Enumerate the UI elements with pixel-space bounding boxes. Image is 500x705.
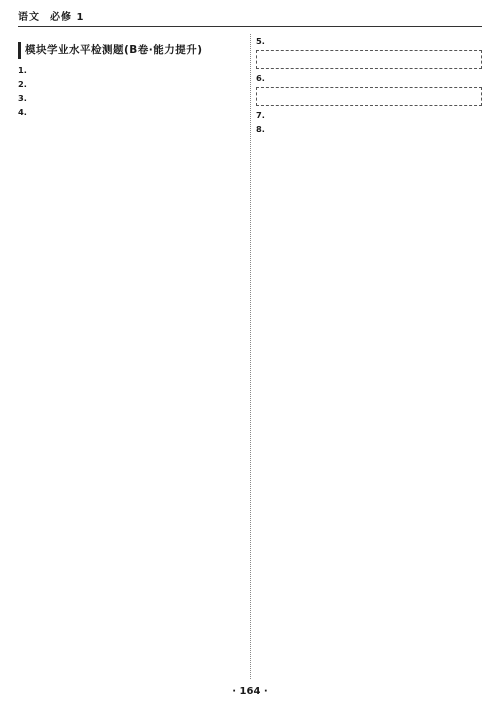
answer-number: 8.: [256, 124, 265, 135]
answer-item: [256, 35, 482, 48]
answer-text: [30, 92, 244, 105]
answer-number: 2.: [18, 78, 27, 89]
answer-number: 6.: [256, 73, 265, 84]
volume-label: 必修 1: [50, 12, 85, 23]
answer-item: [18, 78, 244, 91]
answer-text: [268, 109, 482, 122]
answer-text: [268, 35, 482, 48]
answer-number: 4.: [18, 106, 27, 117]
header-rule: [18, 26, 482, 27]
answer-text: [30, 106, 244, 119]
answer-number: 3.: [18, 92, 27, 103]
right-column: [256, 34, 482, 679]
answer-item: [256, 109, 482, 122]
answer-box: [256, 50, 482, 69]
answer-number: 5.: [256, 36, 265, 46]
answer-text: [268, 123, 482, 136]
answer-text: [30, 64, 244, 77]
answer-text: [30, 78, 244, 91]
subject-label: 语文: [18, 12, 40, 23]
page-number: · 164 ·: [232, 686, 268, 697]
answer-text: [268, 72, 482, 85]
answer-number: 7.: [256, 110, 265, 121]
answer-item: [256, 72, 482, 85]
answer-item: [256, 123, 482, 136]
page-header: [18, 8, 84, 23]
answer-item: [18, 64, 244, 77]
answer-item: [18, 92, 244, 105]
section-banner: 模块学业水平检测题(B卷·能力提升): [18, 42, 244, 59]
left-column: [18, 34, 244, 679]
answer-box: [256, 87, 482, 106]
answer-number: 1.: [18, 64, 27, 75]
answer-item: [18, 106, 244, 119]
column-divider: [250, 34, 251, 679]
